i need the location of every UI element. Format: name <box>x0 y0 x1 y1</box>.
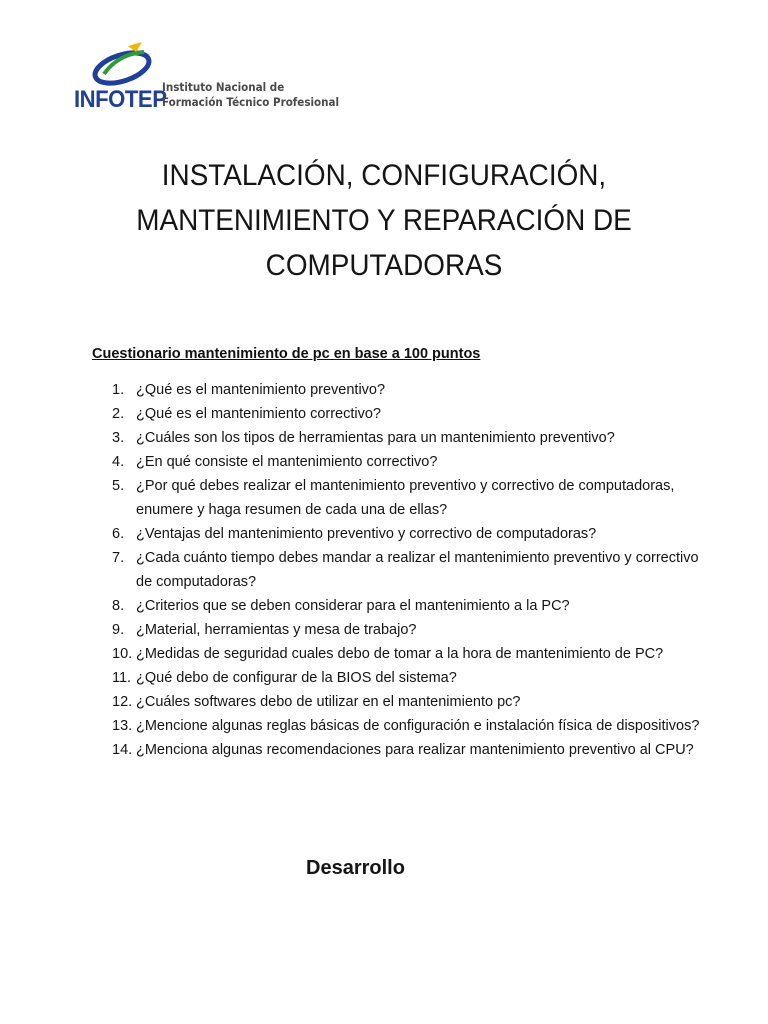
question-number: 11. <box>112 670 132 686</box>
question-number: 8. <box>112 598 125 614</box>
question-text: ¿Menciona algunas recomendaciones para realizar mantenimiento preventivo al CPU? <box>136 742 694 758</box>
question-number: 13. <box>112 718 133 734</box>
question-item <box>0 642 768 666</box>
question-number: 12. <box>112 694 133 710</box>
question-item <box>0 594 768 618</box>
question-number: 3. <box>112 430 125 446</box>
question-number: 10. <box>112 646 133 662</box>
question-item <box>0 522 768 546</box>
logo-tagline <box>162 80 339 110</box>
question-text: ¿Qué debo de configurar de la BIOS del sistema? <box>136 670 457 686</box>
question-item <box>0 618 768 642</box>
question-number: 6. <box>112 526 125 542</box>
title-line-2: MANTENIMIENTO Y REPARACIÓN DE <box>136 204 632 237</box>
logo-wordmark: INFOTEP <box>74 86 167 113</box>
question-text: ¿Cuáles son los tipos de herramientas para un mantenimiento preventivo? <box>136 430 615 446</box>
question-text: ¿Por qué debes realizar el mantenimiento preventivo y correctivo de computadoras, enumere y haga resumen de cada una de ellas? <box>136 478 675 518</box>
question-item <box>0 546 768 594</box>
infotep-logo-swoosh-icon <box>84 40 164 90</box>
question-text: ¿Cada cuánto tiempo debes mandar a realizar el mantenimiento preventivo y correctivo de computadoras? <box>136 550 699 590</box>
question-item <box>0 666 768 690</box>
question-text: ¿Qué es el mantenimiento preventivo? <box>136 382 386 398</box>
question-number: 1. <box>112 382 125 398</box>
question-item <box>0 738 768 762</box>
question-text: ¿En qué consiste el mantenimiento correctivo? <box>136 454 438 470</box>
question-number: 4. <box>112 454 125 470</box>
question-number: 2. <box>112 406 125 422</box>
infotep-logo <box>70 40 340 120</box>
question-number: 7. <box>112 550 125 566</box>
question-text: ¿Ventajas del mantenimiento preventivo y correctivo de computadoras? <box>136 526 597 542</box>
question-text: ¿Qué es el mantenimiento correctivo? <box>136 406 381 422</box>
question-list <box>0 378 768 762</box>
questionnaire-subtitle: Cuestionario mantenimiento de pc en base a 100 puntos <box>92 346 481 362</box>
question-text: ¿Criterios que se deben considerar para el mantenimiento a la PC? <box>136 598 570 614</box>
title-line-1: INSTALACIÓN, CONFIGURACIÓN, <box>161 159 607 192</box>
logo-tagline-line1: Instituto Nacional de <box>162 80 285 94</box>
question-text: ¿Material, herramientas y mesa de trabajo? <box>136 622 417 638</box>
question-text: ¿Mencione algunas reglas básicas de configuración e instalación física de dispositivos? <box>136 718 700 734</box>
document-title <box>0 153 768 288</box>
question-item <box>0 714 768 738</box>
question-number: 5. <box>112 478 125 494</box>
question-number: 14. <box>112 742 133 758</box>
question-item <box>0 690 768 714</box>
section-heading-desarrollo: Desarrollo <box>306 857 405 879</box>
question-item <box>0 450 768 474</box>
title-line-3: COMPUTADORAS <box>265 249 503 282</box>
question-item <box>0 378 768 402</box>
question-text: ¿Cuáles softwares debo de utilizar en el mantenimiento pc? <box>136 694 521 710</box>
question-item <box>0 402 768 426</box>
question-number: 9. <box>112 622 125 638</box>
question-item <box>0 426 768 450</box>
question-text: ¿Medidas de seguridad cuales debo de tomar a la hora de mantenimiento de PC? <box>136 646 664 662</box>
question-item <box>0 474 768 522</box>
logo-tagline-line2: Formación Técnico Profesional <box>162 95 340 109</box>
